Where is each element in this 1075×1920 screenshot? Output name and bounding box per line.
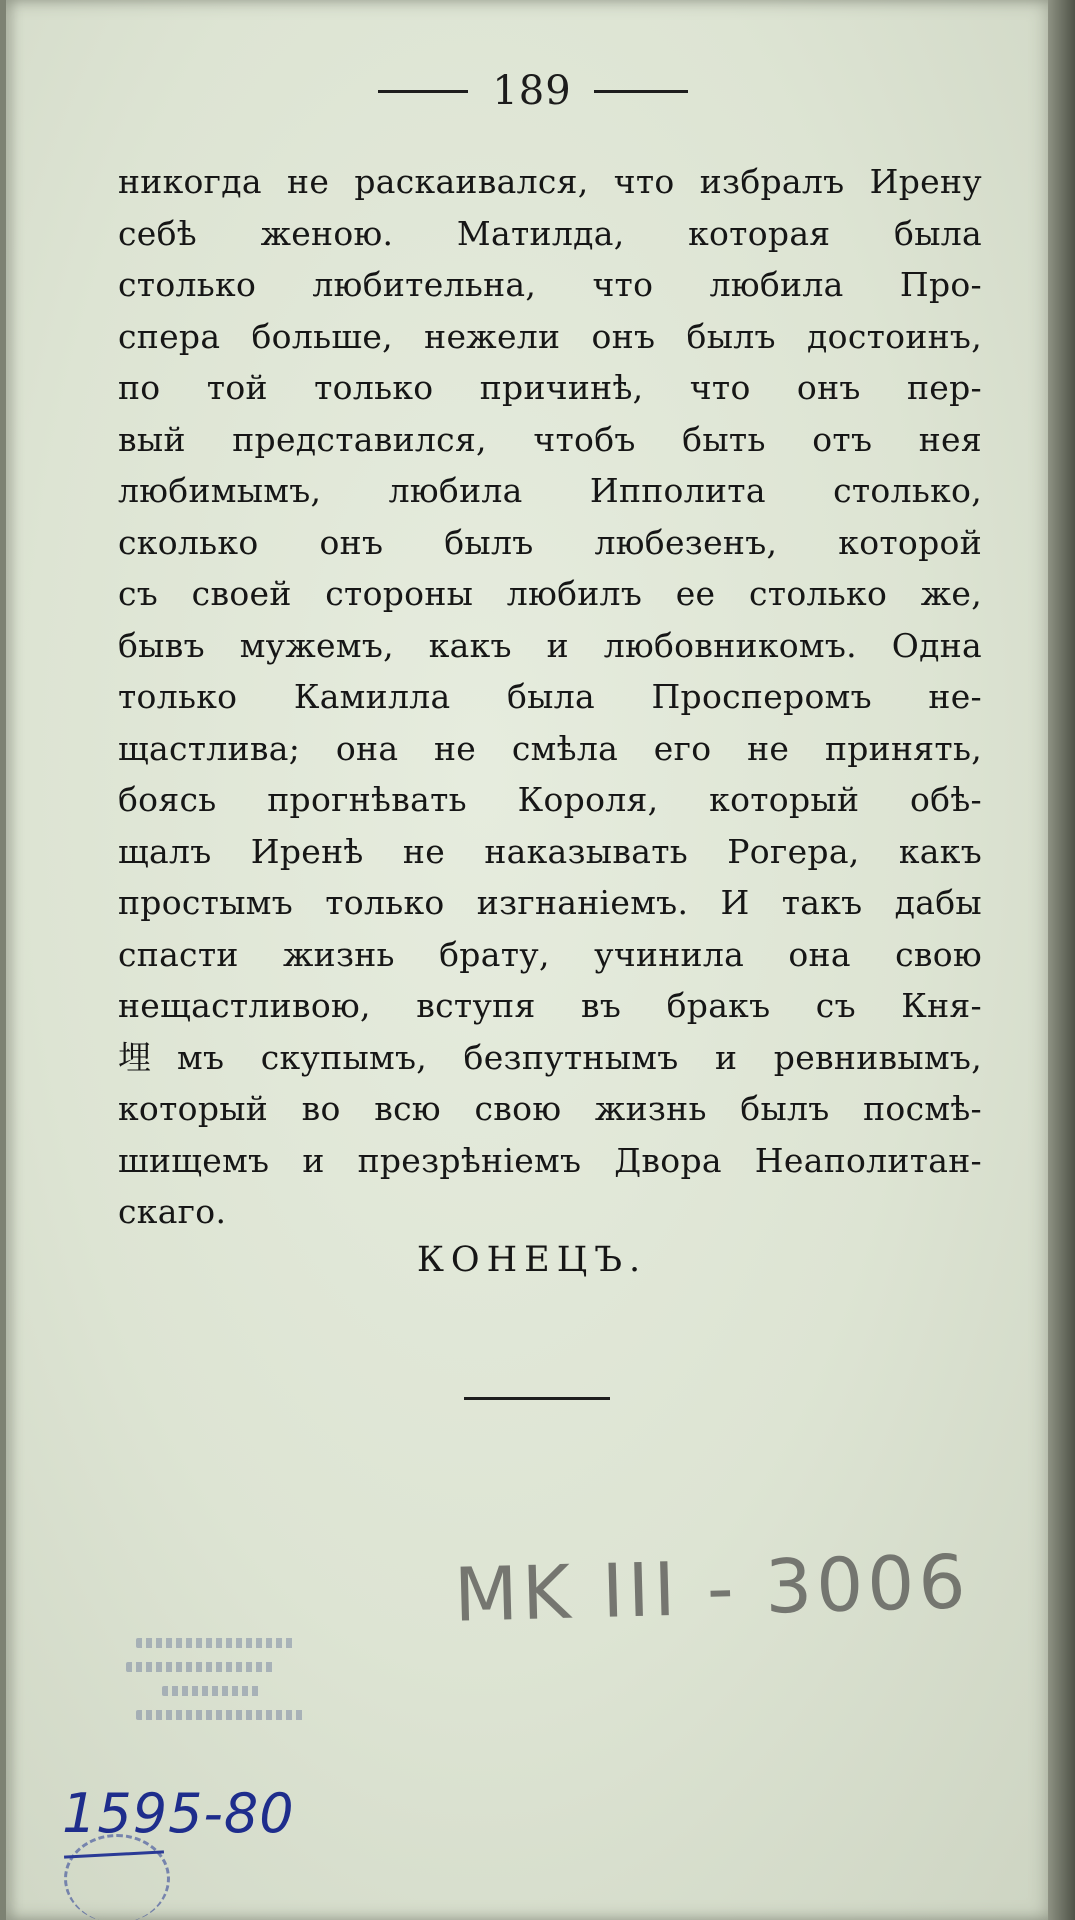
text-line: щалъ Иренѣ не наказывать Рогера, какъ xyxy=(118,831,982,871)
text-line: спера больше, нежели онъ былъ достоинъ, xyxy=(118,316,982,356)
text-line: спасти жизнь брату, учинила она свою xyxy=(118,934,982,974)
page-header xyxy=(6,68,1058,118)
book-edge xyxy=(1048,0,1075,1920)
text-line: простымъ только изгнанiемъ. И такъ дабы xyxy=(118,883,982,922)
round-ink-stamp xyxy=(64,1834,170,1920)
text-line: 埋мъ скупымъ, безпутнымъ и ревнивымъ, xyxy=(118,1037,982,1077)
header-rule-right xyxy=(594,90,688,93)
text-line: столько любительна, что любила Про- xyxy=(118,265,982,304)
text-line: только Камилла была Просперомъ не- xyxy=(118,677,982,716)
text-line: любимымъ, любила Ипполита столько, xyxy=(118,471,982,510)
header-rule-left xyxy=(378,90,468,93)
end-word: КОНЕЦЪ. xyxy=(416,1240,648,1280)
text-line: бывъ мужемъ, какъ и любовникомъ. Одна xyxy=(118,625,982,665)
text-line: щастлива; она не смѣла его не принять, xyxy=(118,728,982,768)
inventory-number: 1595-80 xyxy=(62,1782,295,1845)
text-line: вый представился, чтобъ быть отъ нея xyxy=(118,419,982,459)
end-rule xyxy=(464,1397,610,1400)
body-text xyxy=(118,156,982,1238)
page-number: 189 xyxy=(492,68,572,114)
text-line: нещастливою, вступя въ бракъ съ Кня- xyxy=(118,986,982,1025)
text-line: никогда не раскаивался, что избралъ Ирену xyxy=(118,162,982,201)
text-line: шищемъ и презрѣнiемъ Двора Неаполитан- xyxy=(118,1140,982,1180)
text-line: скаго. xyxy=(118,1192,227,1231)
text-line: по той только причинѣ, что онъ пер- xyxy=(118,368,982,407)
faded-library-stamp xyxy=(116,1634,326,1754)
paper-sheet xyxy=(6,0,1058,1920)
text-line: который во всю свою жизнь былъ посмѣ- xyxy=(118,1089,982,1128)
text-line: съ своей стороны любилъ ее столько же, xyxy=(118,574,982,613)
pencil-shelfmark: MK III - 3006 xyxy=(452,1539,971,1639)
text-line: себѣ женою. Матилда, которая была xyxy=(118,213,982,253)
text-line: боясь прогнѣвать Короля, который обѣ- xyxy=(118,780,982,819)
text-line: сколько онъ былъ любезенъ, которой xyxy=(118,522,982,562)
